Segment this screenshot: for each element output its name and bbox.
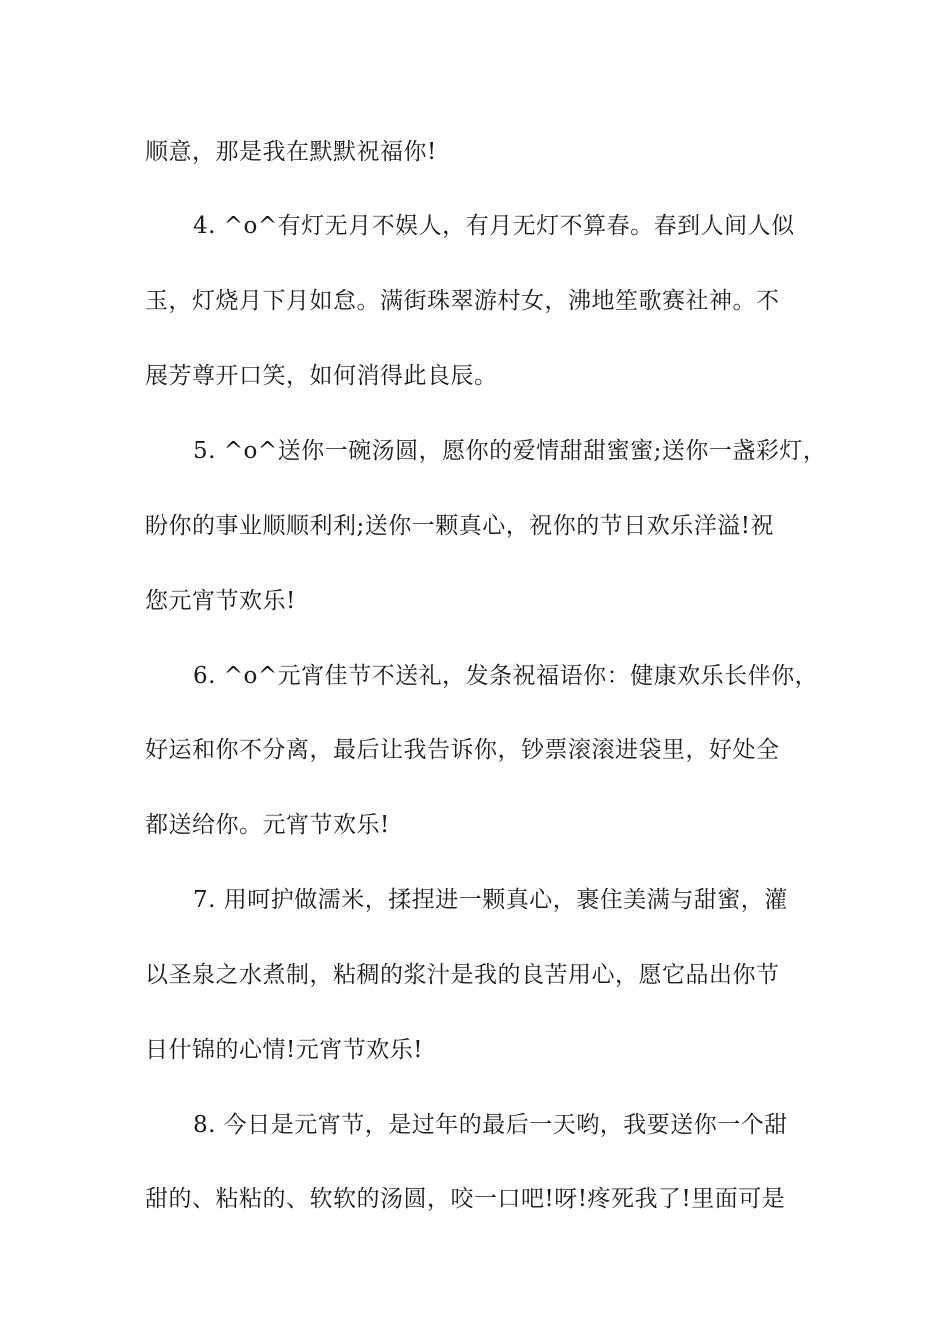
text-line: 以圣泉之水煮制，粘稠的浆汁是我的良苦用心，愿它品出你节 [145,962,780,988]
text-line: 顺意，那是我在默默祝福你! [145,139,437,165]
text-line: 展芳尊开口笑，如何消得此良辰。 [145,363,498,389]
text-line: 日什锦的心情!元宵节欢乐! [145,1037,423,1063]
text-line: 5. ^o^送你一碗汤圆，愿你的爱情甜甜蜜蜜;送你一盏彩灯， [193,438,827,464]
text-line: 甜的、粘粘的、软软的汤圆，咬一口吧!呀!疼死我了!里面可是 [145,1186,786,1212]
text-line: 盼你的事业顺顺利利;送你一颗真心，祝你的节日欢乐洋溢!祝 [145,513,774,539]
text-line: 8. 今日是元宵节，是过年的最后一天哟，我要送你一个甜 [193,1112,788,1138]
text-line: 好运和你不分离，最后让我告诉你，钞票滚滚进袋里，好处全 [145,737,780,763]
text-line: 您元宵节欢乐! [145,588,296,614]
text-line: 7. 用呵护做濡米，揉捏进一颗真心，裹住美满与甜蜜，灌 [193,887,788,913]
text-line: 玉，灯烧月下月如怠。满街珠翠游村女，沸地笙歌赛社神。不 [145,288,780,314]
text-line: 都送给你。元宵节欢乐! [145,812,390,838]
text-line: 4. ^o^有灯无月不娱人，有月无灯不算春。春到人间人似 [193,213,795,239]
text-line: 6. ^o^元宵佳节不送礼，发条祝福语你：健康欢乐长伴你， [193,663,819,689]
